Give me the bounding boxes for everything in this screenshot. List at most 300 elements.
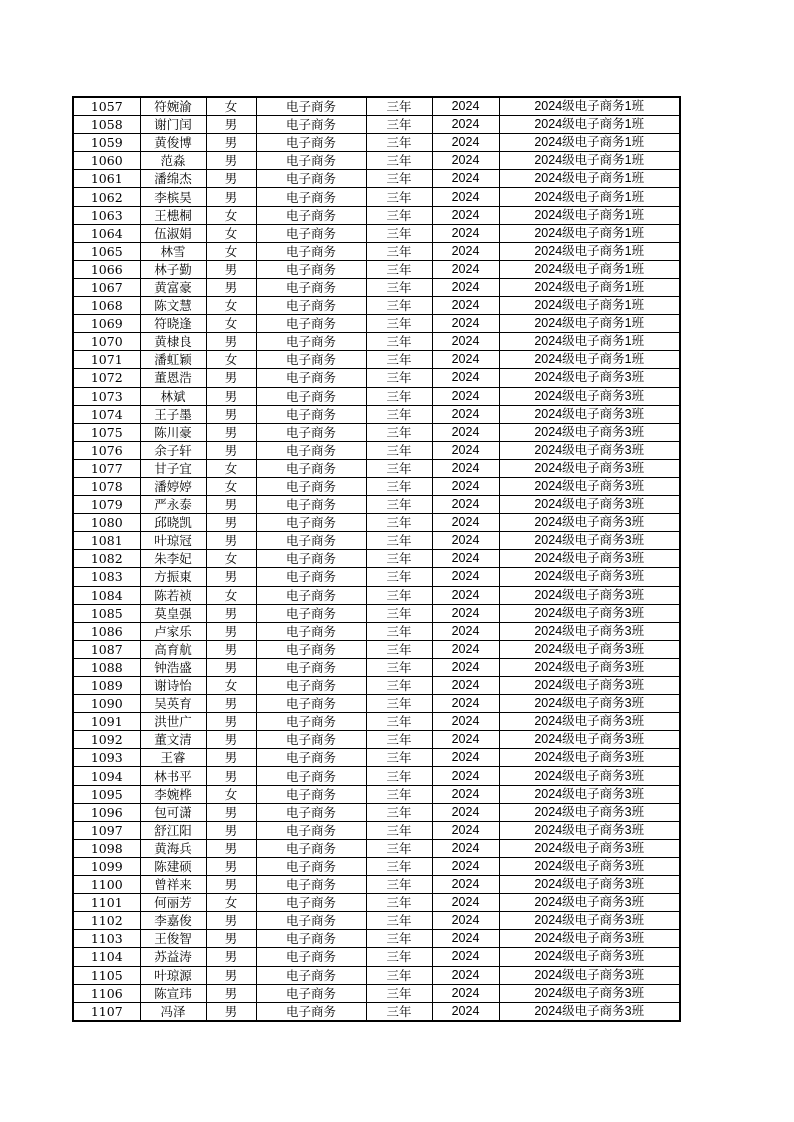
major-cell: 电子商务 xyxy=(256,97,366,116)
duration-cell: 三年 xyxy=(366,477,432,495)
year-cell: 2024 xyxy=(432,731,499,749)
year-cell: 2024 xyxy=(432,369,499,387)
student-name-cell: 叶琼冠 xyxy=(140,532,206,550)
duration-cell: 三年 xyxy=(366,839,432,857)
gender-cell: 男 xyxy=(206,821,256,839)
duration-cell: 三年 xyxy=(366,677,432,695)
table-row xyxy=(73,821,680,839)
student-id-cell: 1090 xyxy=(73,695,140,713)
student-name-cell: 包可潇 xyxy=(140,803,206,821)
student-id-cell: 1092 xyxy=(73,731,140,749)
gender-cell: 女 xyxy=(206,315,256,333)
major-cell: 电子商务 xyxy=(256,857,366,875)
student-id-cell: 1071 xyxy=(73,351,140,369)
student-id-cell: 1069 xyxy=(73,315,140,333)
gender-cell: 女 xyxy=(206,351,256,369)
class-cell: 2024级电子商务3班 xyxy=(499,550,680,568)
year-cell: 2024 xyxy=(432,242,499,260)
table-row xyxy=(73,532,680,550)
major-cell: 电子商务 xyxy=(256,658,366,676)
student-id-cell: 1065 xyxy=(73,242,140,260)
year-cell: 2024 xyxy=(432,586,499,604)
gender-cell: 男 xyxy=(206,948,256,966)
gender-cell: 女 xyxy=(206,550,256,568)
gender-cell: 男 xyxy=(206,278,256,296)
class-cell: 2024级电子商务3班 xyxy=(499,1002,680,1021)
gender-cell: 女 xyxy=(206,242,256,260)
student-name-cell: 林雪 xyxy=(140,242,206,260)
major-cell: 电子商务 xyxy=(256,242,366,260)
gender-cell: 男 xyxy=(206,695,256,713)
gender-cell: 男 xyxy=(206,568,256,586)
class-cell: 2024级电子商务1班 xyxy=(499,152,680,170)
duration-cell: 三年 xyxy=(366,857,432,875)
duration-cell: 三年 xyxy=(366,297,432,315)
table-row xyxy=(73,966,680,984)
duration-cell: 三年 xyxy=(366,658,432,676)
student-id-cell: 1080 xyxy=(73,514,140,532)
duration-cell: 三年 xyxy=(366,713,432,731)
table-row xyxy=(73,857,680,875)
student-id-cell: 1101 xyxy=(73,894,140,912)
class-cell: 2024级电子商务3班 xyxy=(499,749,680,767)
gender-cell: 女 xyxy=(206,785,256,803)
major-cell: 电子商务 xyxy=(256,894,366,912)
student-name-cell: 符婉渝 xyxy=(140,97,206,116)
class-cell: 2024级电子商务3班 xyxy=(499,731,680,749)
major-cell: 电子商务 xyxy=(256,948,366,966)
table-row xyxy=(73,242,680,260)
major-cell: 电子商务 xyxy=(256,188,366,206)
table-row xyxy=(73,477,680,495)
duration-cell: 三年 xyxy=(366,387,432,405)
major-cell: 电子商务 xyxy=(256,423,366,441)
year-cell: 2024 xyxy=(432,803,499,821)
year-cell: 2024 xyxy=(432,315,499,333)
duration-cell: 三年 xyxy=(366,170,432,188)
duration-cell: 三年 xyxy=(366,1002,432,1021)
duration-cell: 三年 xyxy=(366,152,432,170)
table-row xyxy=(73,387,680,405)
student-name-cell: 方振東 xyxy=(140,568,206,586)
duration-cell: 三年 xyxy=(366,224,432,242)
duration-cell: 三年 xyxy=(366,242,432,260)
major-cell: 电子商务 xyxy=(256,278,366,296)
year-cell: 2024 xyxy=(432,876,499,894)
year-cell: 2024 xyxy=(432,97,499,116)
major-cell: 电子商务 xyxy=(256,785,366,803)
major-cell: 电子商务 xyxy=(256,224,366,242)
student-id-cell: 1086 xyxy=(73,622,140,640)
gender-cell: 男 xyxy=(206,387,256,405)
student-id-cell: 1067 xyxy=(73,278,140,296)
gender-cell: 男 xyxy=(206,966,256,984)
table-row xyxy=(73,315,680,333)
student-name-cell: 伍淑娟 xyxy=(140,224,206,242)
major-cell: 电子商务 xyxy=(256,568,366,586)
class-cell: 2024级电子商务1班 xyxy=(499,188,680,206)
table-row xyxy=(73,97,680,116)
class-cell: 2024级电子商务3班 xyxy=(499,695,680,713)
student-name-cell: 邱晓凯 xyxy=(140,514,206,532)
class-cell: 2024级电子商务3班 xyxy=(499,857,680,875)
table-row xyxy=(73,695,680,713)
student-id-cell: 1105 xyxy=(73,966,140,984)
major-cell: 电子商务 xyxy=(256,586,366,604)
table-row xyxy=(73,984,680,1002)
table-row xyxy=(73,351,680,369)
duration-cell: 三年 xyxy=(366,876,432,894)
student-name-cell: 卢家乐 xyxy=(140,622,206,640)
table-row xyxy=(73,803,680,821)
student-roster-table xyxy=(72,96,681,1022)
student-name-cell: 甘子宜 xyxy=(140,459,206,477)
student-id-cell: 1060 xyxy=(73,152,140,170)
student-name-cell: 王槵桐 xyxy=(140,206,206,224)
year-cell: 2024 xyxy=(432,477,499,495)
student-name-cell: 莫皇强 xyxy=(140,604,206,622)
table-row xyxy=(73,677,680,695)
student-id-cell: 1089 xyxy=(73,677,140,695)
gender-cell: 男 xyxy=(206,658,256,676)
gender-cell: 男 xyxy=(206,622,256,640)
student-name-cell: 苏益涛 xyxy=(140,948,206,966)
table-row xyxy=(73,333,680,351)
year-cell: 2024 xyxy=(432,423,499,441)
year-cell: 2024 xyxy=(432,640,499,658)
class-cell: 2024级电子商务3班 xyxy=(499,640,680,658)
class-cell: 2024级电子商务3班 xyxy=(499,821,680,839)
year-cell: 2024 xyxy=(432,170,499,188)
duration-cell: 三年 xyxy=(366,423,432,441)
year-cell: 2024 xyxy=(432,1002,499,1021)
student-name-cell: 曾祥来 xyxy=(140,876,206,894)
student-id-cell: 1103 xyxy=(73,930,140,948)
gender-cell: 男 xyxy=(206,116,256,134)
table-row xyxy=(73,876,680,894)
class-cell: 2024级电子商务3班 xyxy=(499,441,680,459)
table-row xyxy=(73,224,680,242)
class-cell: 2024级电子商务3班 xyxy=(499,948,680,966)
duration-cell: 三年 xyxy=(366,441,432,459)
table-row xyxy=(73,152,680,170)
class-cell: 2024级电子商务3班 xyxy=(499,984,680,1002)
year-cell: 2024 xyxy=(432,152,499,170)
duration-cell: 三年 xyxy=(366,912,432,930)
roster-body xyxy=(73,97,680,1021)
year-cell: 2024 xyxy=(432,550,499,568)
student-id-cell: 1072 xyxy=(73,369,140,387)
student-name-cell: 范淼 xyxy=(140,152,206,170)
student-id-cell: 1087 xyxy=(73,640,140,658)
major-cell: 电子商务 xyxy=(256,152,366,170)
table-row xyxy=(73,550,680,568)
major-cell: 电子商务 xyxy=(256,821,366,839)
gender-cell: 女 xyxy=(206,297,256,315)
gender-cell: 男 xyxy=(206,1002,256,1021)
student-id-cell: 1106 xyxy=(73,984,140,1002)
table-row xyxy=(73,749,680,767)
class-cell: 2024级电子商务1班 xyxy=(499,116,680,134)
year-cell: 2024 xyxy=(432,188,499,206)
duration-cell: 三年 xyxy=(366,894,432,912)
gender-cell: 男 xyxy=(206,731,256,749)
table-row xyxy=(73,713,680,731)
major-cell: 电子商务 xyxy=(256,477,366,495)
year-cell: 2024 xyxy=(432,767,499,785)
gender-cell: 女 xyxy=(206,97,256,116)
major-cell: 电子商务 xyxy=(256,1002,366,1021)
student-name-cell: 陈若祯 xyxy=(140,586,206,604)
student-name-cell: 潘婷婷 xyxy=(140,477,206,495)
gender-cell: 男 xyxy=(206,803,256,821)
duration-cell: 三年 xyxy=(366,315,432,333)
table-row xyxy=(73,948,680,966)
student-name-cell: 余子轩 xyxy=(140,441,206,459)
table-row xyxy=(73,1002,680,1021)
student-id-cell: 1095 xyxy=(73,785,140,803)
duration-cell: 三年 xyxy=(366,622,432,640)
major-cell: 电子商务 xyxy=(256,405,366,423)
student-name-cell: 董恩浩 xyxy=(140,369,206,387)
year-cell: 2024 xyxy=(432,405,499,423)
gender-cell: 男 xyxy=(206,713,256,731)
table-row xyxy=(73,297,680,315)
table-row xyxy=(73,586,680,604)
duration-cell: 三年 xyxy=(366,278,432,296)
class-cell: 2024级电子商务3班 xyxy=(499,912,680,930)
student-id-cell: 1061 xyxy=(73,170,140,188)
student-name-cell: 舒江阳 xyxy=(140,821,206,839)
major-cell: 电子商务 xyxy=(256,930,366,948)
student-name-cell: 潘虹颖 xyxy=(140,351,206,369)
gender-cell: 男 xyxy=(206,604,256,622)
table-row xyxy=(73,930,680,948)
class-cell: 2024级电子商务1班 xyxy=(499,351,680,369)
gender-cell: 男 xyxy=(206,405,256,423)
major-cell: 电子商务 xyxy=(256,514,366,532)
class-cell: 2024级电子商务3班 xyxy=(499,369,680,387)
student-id-cell: 1100 xyxy=(73,876,140,894)
major-cell: 电子商务 xyxy=(256,839,366,857)
year-cell: 2024 xyxy=(432,604,499,622)
year-cell: 2024 xyxy=(432,351,499,369)
class-cell: 2024级电子商务3班 xyxy=(499,713,680,731)
student-id-cell: 1062 xyxy=(73,188,140,206)
year-cell: 2024 xyxy=(432,206,499,224)
class-cell: 2024级电子商务1班 xyxy=(499,333,680,351)
class-cell: 2024级电子商务3班 xyxy=(499,514,680,532)
student-id-cell: 1068 xyxy=(73,297,140,315)
table-row xyxy=(73,116,680,134)
class-cell: 2024级电子商务3班 xyxy=(499,677,680,695)
student-id-cell: 1088 xyxy=(73,658,140,676)
year-cell: 2024 xyxy=(432,839,499,857)
duration-cell: 三年 xyxy=(366,767,432,785)
gender-cell: 女 xyxy=(206,677,256,695)
gender-cell: 男 xyxy=(206,152,256,170)
year-cell: 2024 xyxy=(432,658,499,676)
class-cell: 2024级电子商务3班 xyxy=(499,532,680,550)
major-cell: 电子商务 xyxy=(256,459,366,477)
gender-cell: 男 xyxy=(206,532,256,550)
gender-cell: 男 xyxy=(206,423,256,441)
class-cell: 2024级电子商务3班 xyxy=(499,477,680,495)
class-cell: 2024级电子商务3班 xyxy=(499,767,680,785)
major-cell: 电子商务 xyxy=(256,351,366,369)
student-id-cell: 1094 xyxy=(73,767,140,785)
student-name-cell: 王俊智 xyxy=(140,930,206,948)
table-row xyxy=(73,206,680,224)
duration-cell: 三年 xyxy=(366,405,432,423)
year-cell: 2024 xyxy=(432,116,499,134)
gender-cell: 女 xyxy=(206,459,256,477)
duration-cell: 三年 xyxy=(366,134,432,152)
year-cell: 2024 xyxy=(432,224,499,242)
year-cell: 2024 xyxy=(432,930,499,948)
duration-cell: 三年 xyxy=(366,785,432,803)
student-name-cell: 潘绵杰 xyxy=(140,170,206,188)
class-cell: 2024级电子商务3班 xyxy=(499,622,680,640)
student-name-cell: 朱李妃 xyxy=(140,550,206,568)
year-cell: 2024 xyxy=(432,278,499,296)
student-id-cell: 1066 xyxy=(73,260,140,278)
duration-cell: 三年 xyxy=(366,550,432,568)
major-cell: 电子商务 xyxy=(256,966,366,984)
table-row xyxy=(73,894,680,912)
student-id-cell: 1078 xyxy=(73,477,140,495)
major-cell: 电子商务 xyxy=(256,496,366,514)
duration-cell: 三年 xyxy=(366,206,432,224)
class-cell: 2024级电子商务1班 xyxy=(499,206,680,224)
table-row xyxy=(73,912,680,930)
major-cell: 电子商务 xyxy=(256,677,366,695)
student-name-cell: 黄棣良 xyxy=(140,333,206,351)
class-cell: 2024级电子商务1班 xyxy=(499,242,680,260)
student-name-cell: 符晓逢 xyxy=(140,315,206,333)
major-cell: 电子商务 xyxy=(256,387,366,405)
student-id-cell: 1057 xyxy=(73,97,140,116)
year-cell: 2024 xyxy=(432,966,499,984)
year-cell: 2024 xyxy=(432,912,499,930)
major-cell: 电子商务 xyxy=(256,713,366,731)
class-cell: 2024级电子商务1班 xyxy=(499,134,680,152)
table-row xyxy=(73,405,680,423)
duration-cell: 三年 xyxy=(366,514,432,532)
table-row xyxy=(73,170,680,188)
duration-cell: 三年 xyxy=(366,821,432,839)
student-name-cell: 林斌 xyxy=(140,387,206,405)
table-row xyxy=(73,839,680,857)
major-cell: 电子商务 xyxy=(256,134,366,152)
gender-cell: 男 xyxy=(206,134,256,152)
student-id-cell: 1059 xyxy=(73,134,140,152)
student-id-cell: 1070 xyxy=(73,333,140,351)
class-cell: 2024级电子商务1班 xyxy=(499,97,680,116)
student-id-cell: 1074 xyxy=(73,405,140,423)
student-id-cell: 1085 xyxy=(73,604,140,622)
student-name-cell: 谢门闰 xyxy=(140,116,206,134)
student-id-cell: 1097 xyxy=(73,821,140,839)
table-row xyxy=(73,622,680,640)
major-cell: 电子商务 xyxy=(256,984,366,1002)
student-id-cell: 1093 xyxy=(73,749,140,767)
student-id-cell: 1099 xyxy=(73,857,140,875)
student-id-cell: 1081 xyxy=(73,532,140,550)
year-cell: 2024 xyxy=(432,459,499,477)
duration-cell: 三年 xyxy=(366,604,432,622)
major-cell: 电子商务 xyxy=(256,206,366,224)
year-cell: 2024 xyxy=(432,622,499,640)
year-cell: 2024 xyxy=(432,695,499,713)
year-cell: 2024 xyxy=(432,677,499,695)
table-row xyxy=(73,514,680,532)
gender-cell: 男 xyxy=(206,441,256,459)
table-row xyxy=(73,188,680,206)
major-cell: 电子商务 xyxy=(256,749,366,767)
student-id-cell: 1083 xyxy=(73,568,140,586)
class-cell: 2024级电子商务1班 xyxy=(499,278,680,296)
student-name-cell: 董文清 xyxy=(140,731,206,749)
student-id-cell: 1096 xyxy=(73,803,140,821)
student-name-cell: 严永泰 xyxy=(140,496,206,514)
year-cell: 2024 xyxy=(432,532,499,550)
student-name-cell: 何丽芳 xyxy=(140,894,206,912)
duration-cell: 三年 xyxy=(366,333,432,351)
major-cell: 电子商务 xyxy=(256,170,366,188)
duration-cell: 三年 xyxy=(366,188,432,206)
table-row xyxy=(73,278,680,296)
duration-cell: 三年 xyxy=(366,803,432,821)
gender-cell: 男 xyxy=(206,767,256,785)
class-cell: 2024级电子商务3班 xyxy=(499,839,680,857)
student-id-cell: 1102 xyxy=(73,912,140,930)
table-row xyxy=(73,568,680,586)
student-name-cell: 陈宣玮 xyxy=(140,984,206,1002)
student-name-cell: 李槟昊 xyxy=(140,188,206,206)
major-cell: 电子商务 xyxy=(256,640,366,658)
class-cell: 2024级电子商务3班 xyxy=(499,894,680,912)
duration-cell: 三年 xyxy=(366,351,432,369)
student-name-cell: 吴英育 xyxy=(140,695,206,713)
duration-cell: 三年 xyxy=(366,116,432,134)
gender-cell: 女 xyxy=(206,477,256,495)
student-name-cell: 李婉桦 xyxy=(140,785,206,803)
gender-cell: 男 xyxy=(206,930,256,948)
class-cell: 2024级电子商务3班 xyxy=(499,658,680,676)
major-cell: 电子商务 xyxy=(256,441,366,459)
class-cell: 2024级电子商务1班 xyxy=(499,297,680,315)
year-cell: 2024 xyxy=(432,333,499,351)
duration-cell: 三年 xyxy=(366,459,432,477)
major-cell: 电子商务 xyxy=(256,333,366,351)
major-cell: 电子商务 xyxy=(256,622,366,640)
duration-cell: 三年 xyxy=(366,640,432,658)
gender-cell: 男 xyxy=(206,839,256,857)
major-cell: 电子商务 xyxy=(256,315,366,333)
table-row xyxy=(73,604,680,622)
student-id-cell: 1082 xyxy=(73,550,140,568)
table-row xyxy=(73,767,680,785)
major-cell: 电子商务 xyxy=(256,297,366,315)
table-row xyxy=(73,441,680,459)
class-cell: 2024级电子商务1班 xyxy=(499,315,680,333)
gender-cell: 女 xyxy=(206,894,256,912)
duration-cell: 三年 xyxy=(366,532,432,550)
year-cell: 2024 xyxy=(432,134,499,152)
student-id-cell: 1064 xyxy=(73,224,140,242)
gender-cell: 男 xyxy=(206,369,256,387)
